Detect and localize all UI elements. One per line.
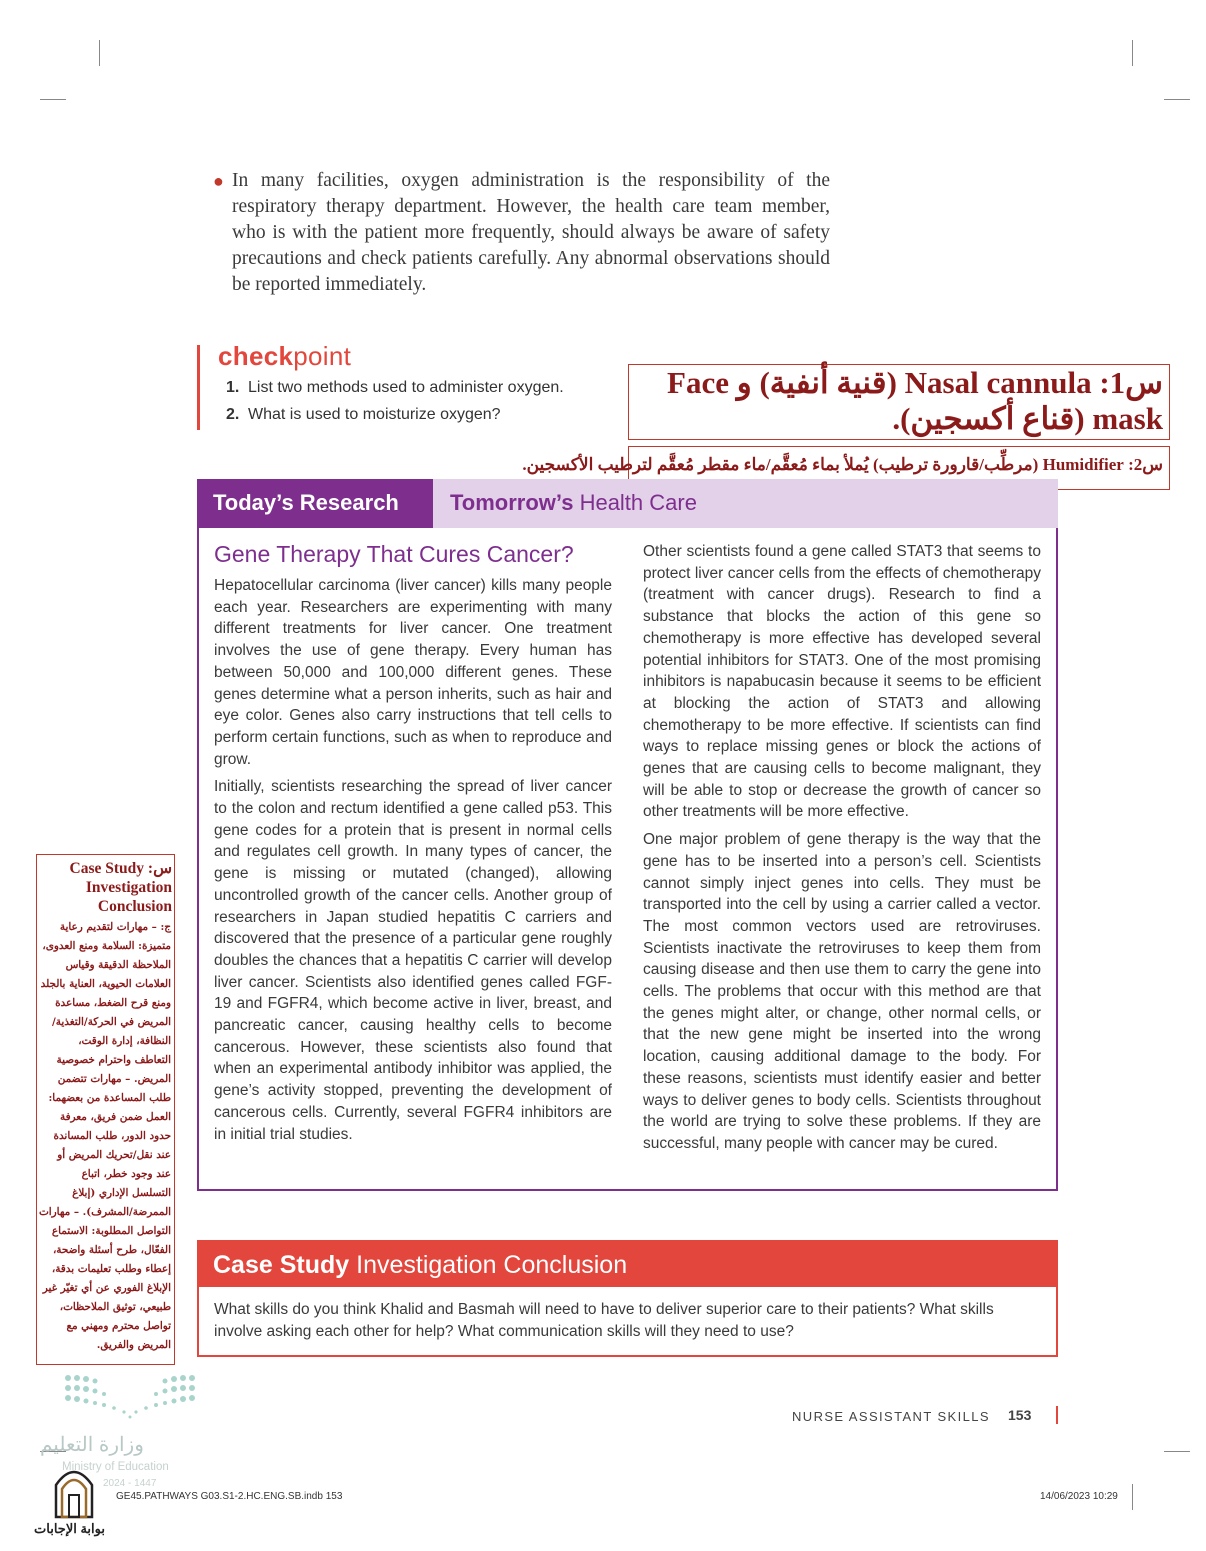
footer-divider: [1056, 1406, 1058, 1424]
research-header-right: [433, 479, 1058, 528]
answer-q1-line2: mask (قناع أكسجين).: [892, 401, 1163, 436]
bullet-icon: ●: [213, 171, 224, 191]
crop-mark: [99, 40, 100, 66]
crop-mark: [1132, 1484, 1133, 1510]
answer-box-q1: [628, 364, 1170, 440]
page-number: 153: [1008, 1407, 1032, 1423]
question-number: 1.: [226, 379, 240, 396]
checkpoint-question: [226, 406, 501, 424]
crop-mark: [40, 99, 66, 100]
case-study-text: What skills do you think Khalid and Basmah will need to have to deliver superior care to their patients? What skills involve asking each other for help? What communication skills will they need to use?: [214, 1301, 994, 1340]
research-header-bold: Tomorrow’s: [450, 490, 574, 515]
question-text: List two methods used to administer oxygen.: [248, 379, 564, 396]
checkpoint-title-light: point: [293, 341, 352, 371]
ministry-arabic-name: وزارة التعليم: [40, 1434, 144, 1456]
ministry-dots-logo: [64, 1374, 200, 1422]
bullet-text: In many facilities, oxygen administration is the responsibility of the respiratory therapy department. However, the health care team member, who is with the patient more frequently, should always be aware of safety precautions and check patients carefully. Any abnormal observations should be reported immediately.: [232, 170, 830, 295]
answer-q1-line1: س1: Nasal cannula (قنية أنفية) و Face: [667, 365, 1163, 400]
print-timestamp: 14/06/2023 10:29: [1040, 1491, 1118, 1502]
print-slug: GE45.PATHWAYS G03.S1-2.HC.ENG.SB.indb 153: [116, 1491, 343, 1502]
ministry-english-name: Ministry of Education: [62, 1461, 169, 1473]
research-paragraph: One major problem of gene therapy is the way that the gene has to be inserted into a person’s cell. Scientists cannot simply inject genes into cells. They must be transported into the cell by using a carrier called a vector. The most common vectors used are retroviruses. Scientists inactivate the retroviruses to keep them from causing disease and then use them to carry the gene into cells. The problems that occur with this method are that the genes might alter, or change, other normal cells, or that the new gene might be inserted into the wrong location, causing additional damage to the body. For these reasons, scientists must identify easier and better ways to deliver genes to body cells. Scientists throughout the world are trying to solve these problems. If they are successful, many people with cancer may be cured.: [643, 831, 1041, 1152]
question-number: 2.: [226, 406, 240, 423]
case-study-title-light: Investigation Conclusion: [349, 1251, 628, 1279]
checkpoint-bar: [197, 345, 200, 430]
side-answer-heading: س: Case Study Investigation Conclusion: [69, 860, 172, 915]
bullet-paragraph: [213, 168, 830, 298]
checkpoint-question: [226, 379, 564, 397]
case-study-title: [213, 1251, 627, 1280]
gate-logo-label: بوابة الإجابات: [34, 1521, 105, 1536]
side-answer-body: ج: – مهارات لتقديم رعاية متميزة: السلامة ومنع العدوى، الملاحظة الدقيقة وقياس العلامات الحيوية، العناية بالجلد ومنع قرح الضغط، مساعدة المريض في الحركة/التغذية/النظافة، إدارة الوقت، التعاطف واحترام خصوصية المريض. – مهارات تتضمن طلب المساعدة من بعضهما: العمل ضمن فريق، معرفة حدود الدور، طلب المساندة عند نقل/تحريك المريض أو عند وجود خطر، اتباع التسلسل الإداري (إبلاغ الممرضة/المشرف). – مهارات التواصل المطلوبة: الاستماع الفعّال، طرح أسئلة واضحة، إعطاء وطلب تعليمات بدقة، الإبلاغ الفوري عن أي تغيّر غير طبيعي، توثيق الملاحظات، تواصل محترم ومهني مع المريض والفريق.: [39, 921, 171, 1351]
side-answer-box: [36, 854, 175, 1365]
ministry-year: 2024 - 1447: [103, 1478, 157, 1489]
case-study-title-bold: Case Study: [213, 1251, 350, 1279]
crop-mark: [1164, 99, 1190, 100]
case-study-header: [197, 1240, 1058, 1287]
research-header-light: Health Care: [573, 490, 697, 515]
gate-logo-icon: [50, 1465, 98, 1519]
answer-q2: س2: Humidifier (مرطِّب/قارورة ترطيب) يُملأ بماء مُعقَّم/ماء مقطر مُعقَّم لترطيب الأكسجين.: [522, 455, 1163, 474]
research-column-1: [214, 575, 612, 1151]
research-paragraph: Initially, scientists researching the spread of liver cancer to the colon and rectum identified a gene called p53. This gene codes for a protein that is present in normal cells and regulates cell growth. In many types of cancer, the gene is missing or mutated (changed), allowing uncontrolled growth of the cancer cells. Another group of researchers in Japan studied hepatitis C carriers and discovered that the presence of a particular gene roughly doubles the chances that a hepatitis C carrier will develop liver cancer. Scientists also identified genes called FGF-19 and FGFR4, which become active in liver, breast, and pancreatic cancer, causing healthy cells to become cancerous. However, these scientists also found that when an experimental antibody inhibitor was applied, the gene’s activity stopped, preventing the development of cancerous cells. Currently, several FGFR4 inhibitors are in initial trial studies.: [214, 778, 612, 1143]
research-paragraph: Other scientists found a gene called STAT3 that seems to protect liver cancer cells from the effects of chemotherapy (treatment with cancer drugs). Research to find a substance that blocks the action of this gene so chemotherapy is more effective has developed several potential inhibitors for STAT3. One of the most promising inhibitors is napabucasin because it seems to be efficient at blocking the action of STAT3 and allowing chemotherapy to be more effective. If scientists can find ways to replace missing genes or block the actions of genes that are causing cells to become malignant, they will be able to stop or decrease the growth of cancer so other treatments will be more effective.: [643, 543, 1041, 821]
crop-mark: [1164, 1451, 1190, 1452]
research-column-2: [643, 541, 1041, 1161]
research-header-right-label: [450, 490, 697, 516]
crop-mark: [1132, 40, 1133, 66]
research-header-left-label: Today’s Research: [213, 490, 399, 515]
question-text: What is used to moisturize oxygen?: [248, 406, 501, 423]
research-header-left: [197, 479, 433, 528]
research-paragraph: Hepatocellular carcinoma (liver cancer) kills many people each year. Researchers are experimenting with many different treatments for liver cancer. One treatment involves the use of gene therapy. Every human has between 50,000 and 100,000 different genes. These genes determine what a person inherits, such as hair and eye color. Genes also carry instructions that tell cells to perform certain functions, such as when to reproduce and grow.: [214, 577, 612, 768]
checkpoint-title-bold: check: [218, 341, 294, 371]
research-title: Gene Therapy That Cures Cancer?: [214, 541, 574, 567]
checkpoint-title: [218, 341, 351, 372]
footer-label: NURSE ASSISTANT SKILLS: [792, 1409, 990, 1424]
